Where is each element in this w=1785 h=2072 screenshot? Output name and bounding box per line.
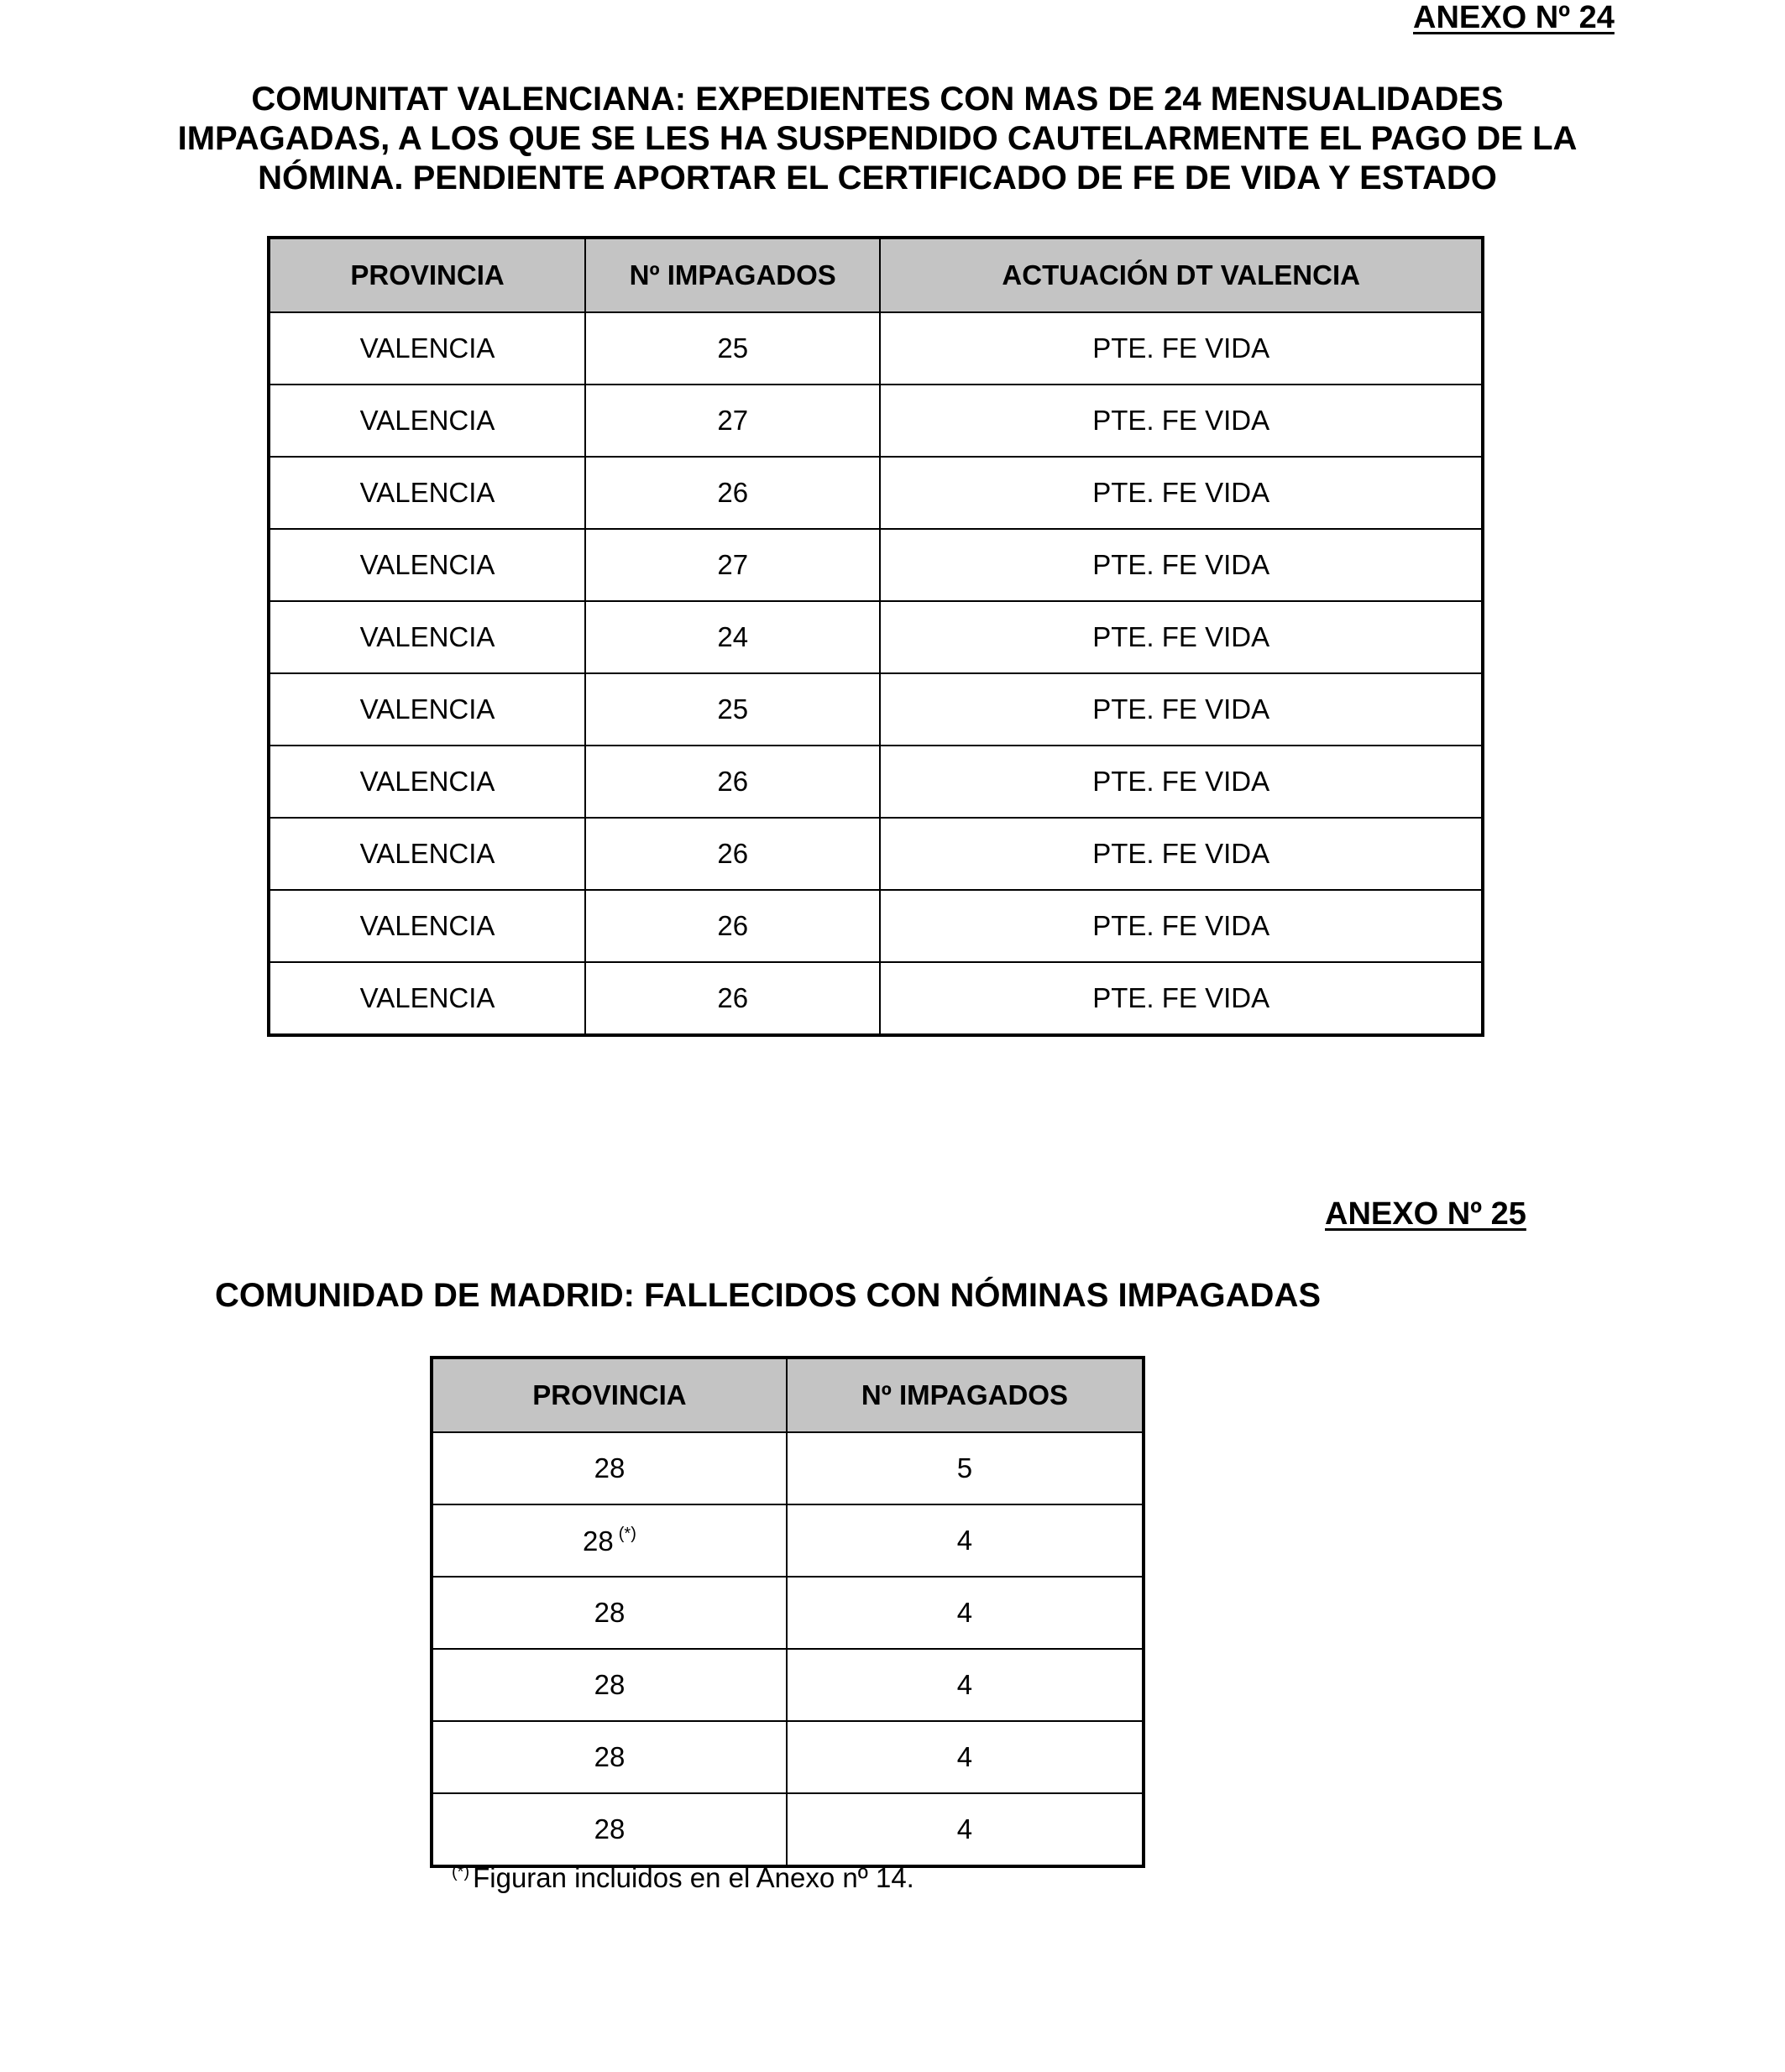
cell-provincia: VALENCIA	[269, 746, 585, 818]
cell-provincia	[432, 1432, 787, 1504]
cell-impagados: 24	[585, 601, 880, 673]
cell-actuacion: PTE. FE VIDA	[880, 818, 1483, 890]
annex-24-title-line-2: IMPAGADAS, A LOS QUE SE LES HA SUSPENDIDO CAUTELARMENTE EL PAGO DE LA	[177, 120, 1578, 157]
cell-impagados: 26	[585, 746, 880, 818]
cell-actuacion: PTE. FE VIDA	[880, 529, 1483, 601]
table-row	[432, 1577, 1144, 1649]
cell-provincia: VALENCIA	[269, 312, 585, 385]
cell-impagados: 4	[787, 1793, 1144, 1866]
cell-impagados: 4	[787, 1649, 1144, 1721]
cell-provincia: VALENCIA	[269, 890, 585, 962]
column-header-impagados: Nº IMPAGADOS	[787, 1358, 1144, 1432]
cell-actuacion: PTE. FE VIDA	[880, 312, 1483, 385]
cell-actuacion: PTE. FE VIDA	[880, 457, 1483, 529]
table-row	[432, 1432, 1144, 1504]
cell-impagados: 25	[585, 312, 880, 385]
table-row	[432, 1504, 1144, 1577]
column-header-provincia: PROVINCIA	[269, 238, 585, 312]
cell-provincia-value: 28	[594, 1813, 626, 1844]
table-row	[269, 818, 1483, 890]
cell-impagados: 26	[585, 818, 880, 890]
cell-actuacion: PTE. FE VIDA	[880, 601, 1483, 673]
cell-impagados: 4	[787, 1504, 1144, 1577]
table-row	[269, 601, 1483, 673]
footnote	[452, 1862, 914, 1894]
table-header-row	[269, 238, 1483, 312]
cell-provincia: VALENCIA	[269, 457, 585, 529]
cell-provincia-value: 28	[583, 1525, 614, 1557]
cell-actuacion: PTE. FE VIDA	[880, 673, 1483, 746]
cell-impagados: 25	[585, 673, 880, 746]
cell-impagados: 4	[787, 1577, 1144, 1649]
table-row	[269, 746, 1483, 818]
cell-actuacion: PTE. FE VIDA	[880, 962, 1483, 1035]
column-header-actuacion: ACTUACIÓN DT VALENCIA	[880, 238, 1483, 312]
cell-impagados: 27	[585, 385, 880, 457]
cell-provincia: VALENCIA	[269, 385, 585, 457]
table-row	[269, 890, 1483, 962]
cell-provincia: VALENCIA	[269, 818, 585, 890]
table-header-row	[432, 1358, 1144, 1432]
table-row	[269, 962, 1483, 1035]
annex-24-table	[267, 236, 1484, 1037]
table-row	[432, 1649, 1144, 1721]
cell-provincia	[432, 1649, 787, 1721]
column-header-impagados: Nº IMPAGADOS	[585, 238, 880, 312]
cell-provincia	[432, 1577, 787, 1649]
cell-provincia: VALENCIA	[269, 962, 585, 1035]
cell-impagados: 26	[585, 962, 880, 1035]
cell-impagados: 4	[787, 1721, 1144, 1793]
cell-provincia-value: 28	[594, 1597, 626, 1628]
cell-impagados: 27	[585, 529, 880, 601]
cell-actuacion: PTE. FE VIDA	[880, 890, 1483, 962]
cell-provincia: VALENCIA	[269, 601, 585, 673]
footnote-reference-mark: (*)	[618, 1524, 636, 1543]
footnote-mark: (*)	[452, 1863, 470, 1881]
table-row	[269, 529, 1483, 601]
cell-provincia-value: 28	[594, 1669, 626, 1700]
cell-provincia	[432, 1504, 787, 1577]
annex-25-label: ANEXO Nº 25	[1325, 1196, 1526, 1232]
cell-provincia: VALENCIA	[269, 529, 585, 601]
annex-25-title: COMUNIDAD DE MADRID: FALLECIDOS CON NÓMINAS IMPAGADAS	[215, 1277, 1322, 1314]
cell-provincia-value: 28	[594, 1741, 626, 1772]
cell-impagados: 26	[585, 890, 880, 962]
cell-impagados: 5	[787, 1432, 1144, 1504]
cell-impagados: 26	[585, 457, 880, 529]
table-row	[432, 1793, 1144, 1866]
table-row	[269, 312, 1483, 385]
annex-24-label: ANEXO Nº 24	[1413, 0, 1615, 35]
cell-provincia	[432, 1793, 787, 1866]
cell-provincia: VALENCIA	[269, 673, 585, 746]
annex-24-title	[134, 80, 1620, 198]
annex-24-title-line-3: NÓMINA. PENDIENTE APORTAR EL CERTIFICADO DE FE DE VIDA Y ESTADO	[258, 160, 1497, 196]
table-row	[269, 385, 1483, 457]
cell-actuacion: PTE. FE VIDA	[880, 746, 1483, 818]
column-header-provincia: PROVINCIA	[432, 1358, 787, 1432]
annex-25-table	[430, 1356, 1145, 1868]
annex-24-title-line-1: COMUNITAT VALENCIANA: EXPEDIENTES CON MAS DE 24 MENSUALIDADES	[251, 81, 1504, 118]
cell-provincia	[432, 1721, 787, 1793]
table-row	[269, 457, 1483, 529]
cell-actuacion: PTE. FE VIDA	[880, 385, 1483, 457]
footnote-text: Figuran incluidos en el Anexo nº 14.	[473, 1862, 914, 1893]
table-row	[432, 1721, 1144, 1793]
cell-provincia-value: 28	[594, 1452, 626, 1483]
table-row	[269, 673, 1483, 746]
